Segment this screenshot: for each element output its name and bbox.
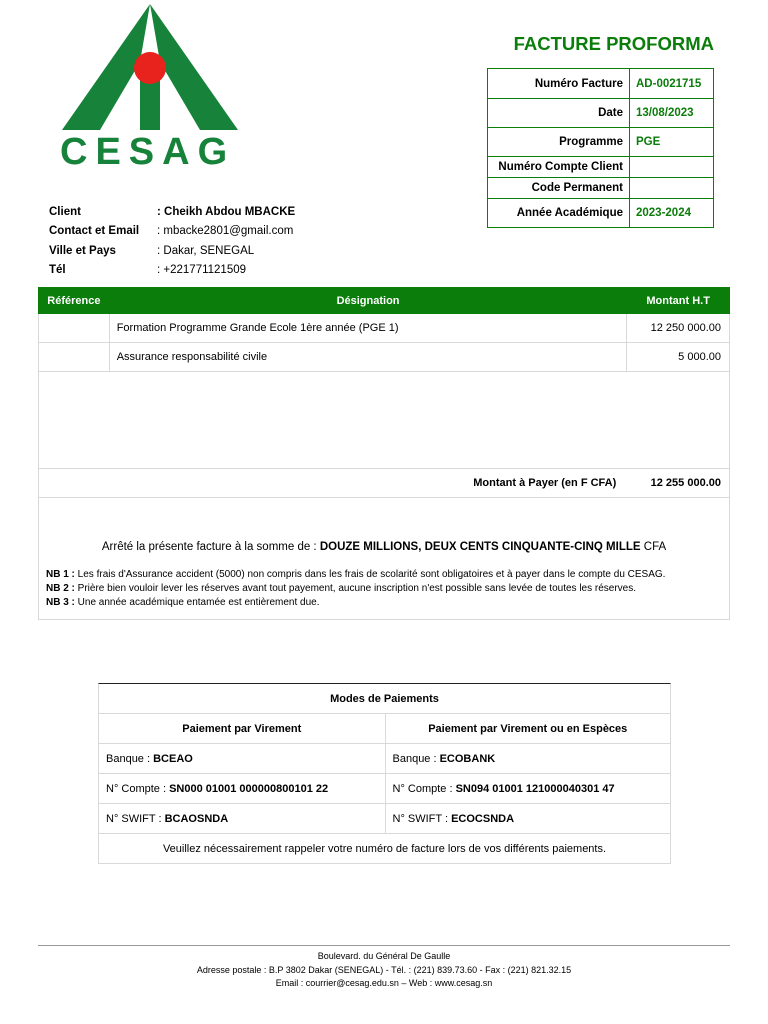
- invoice-date: 13/08/2023: [630, 99, 714, 128]
- col1-account: [99, 774, 385, 803]
- client-account-number: [630, 157, 714, 178]
- bank-label: Banque :: [106, 752, 154, 765]
- info-row-date: [488, 99, 714, 128]
- footer-postal: Adresse postale : B.P 3802 Dakar (SENEGAL) - Tél. : (221) 839.73.60 - Fax : (221) 821.32.15: [196, 964, 572, 975]
- col1-swift: [99, 804, 385, 833]
- col1-bank: [99, 744, 385, 773]
- swift-value: ECOCSNDA: [451, 812, 515, 825]
- swift-label: N° SWIFT :: [392, 812, 452, 825]
- info-label: Date: [488, 99, 630, 128]
- bank-label: Banque :: [392, 752, 440, 765]
- payment-methods-table: [98, 683, 671, 864]
- total-label: Montant à Payer (en F CFA): [473, 477, 617, 489]
- payment-reminder: Veuillez nécessairement rappeler votre numéro de facture lors de vos différents paiements.: [162, 842, 607, 855]
- info-label: Programme: [488, 128, 630, 157]
- city-label: Ville et Pays: [49, 244, 116, 257]
- permanent-code: [630, 178, 714, 199]
- info-label: Année Académique: [488, 199, 630, 228]
- arrete-suffix: CFA: [640, 541, 667, 553]
- note-label: NB 2 :: [46, 583, 75, 594]
- note-text: Une année académique entamée est entièrement due.: [74, 597, 320, 608]
- client-city: : Dakar, SENEGAL: [157, 244, 255, 257]
- note-text: Les frais d'Assurance accident (5000) non compris dans les frais de scolarité sont obligatoires et à payer dans le compte du CESAG.: [74, 569, 666, 580]
- logo-center-bar: [140, 76, 160, 130]
- client-email: : mbacke2801@gmail.com: [157, 225, 294, 238]
- col2-account: [385, 774, 671, 803]
- bank-value: BCEAO: [153, 752, 193, 765]
- col1-header: Paiement par Virement: [182, 722, 302, 735]
- note-1: [46, 568, 665, 582]
- bank-value: ECOBANK: [439, 752, 496, 765]
- note-label: NB 1 :: [46, 569, 75, 580]
- client-info: [49, 202, 295, 280]
- bank-row: [99, 744, 670, 774]
- account-value: SN094 01001 121000040301 47: [455, 782, 615, 795]
- amount-in-words: [39, 541, 729, 553]
- client-phone: : +221771121509: [157, 264, 247, 277]
- table-row: [38, 343, 730, 372]
- header-amount: Montant H.T: [646, 294, 710, 307]
- payment-title-row: [99, 684, 670, 714]
- logo-red-circle: [134, 52, 166, 84]
- payment-title: Modes de Paiements: [330, 692, 439, 705]
- item-reference: [39, 343, 110, 371]
- col2-header: Paiement par Virement ou en Espèces: [385, 714, 671, 743]
- academic-year: 2023-2024: [630, 199, 714, 228]
- swift-label: N° SWIFT :: [106, 812, 165, 825]
- item-designation: Assurance responsabilité civile: [110, 343, 628, 371]
- total-amount: 12 255 000.00: [650, 477, 721, 489]
- info-row-academic-year: [488, 199, 714, 228]
- footer-divider: [38, 945, 730, 946]
- info-row-program: [488, 128, 714, 157]
- account-value: SN000 01001 000000800101 22: [169, 782, 329, 795]
- arrete-amount-words: DOUZE MILLIONS, DEUX CENTS CINQUANTE-CINQ MILLE: [319, 541, 641, 553]
- invoice-info-table: [487, 68, 714, 228]
- header-reference: Référence: [47, 294, 101, 307]
- info-label: Numéro Facture: [488, 69, 630, 99]
- info-row-account: [488, 157, 714, 178]
- item-reference: [39, 314, 110, 342]
- note-text: Prière bien vouloir lever les réserves avant tout payement, aucune inscription n'est possible sans levée de toutes les réserves.: [74, 583, 636, 594]
- footer: [0, 950, 768, 991]
- arrete-prefix: Arrêté la présente facture à la somme de :: [101, 541, 320, 553]
- header-designation: Désignation: [336, 294, 400, 307]
- note-3: [46, 596, 320, 610]
- invoice-number: AD-0021715: [630, 69, 714, 99]
- swift-value: BCAOSNDA: [164, 812, 229, 825]
- col2-bank: [385, 744, 671, 773]
- page-title: FACTURE PROFORMA: [513, 33, 714, 54]
- item-amount: 12 250 000.00: [650, 322, 721, 334]
- item-amount: 5 000.00: [678, 351, 721, 363]
- note-label: NB 3 :: [46, 597, 75, 608]
- reminder-row: [99, 834, 670, 863]
- info-label: Numéro Compte Client: [488, 157, 630, 178]
- client-label: Client: [49, 205, 81, 218]
- footer-address: Boulevard. du Général De Gaulle: [317, 951, 451, 961]
- program: PGE: [630, 128, 714, 157]
- info-row-permanent-code: [488, 178, 714, 199]
- info-label: Code Permanent: [488, 178, 630, 199]
- items-table: [38, 287, 730, 620]
- total-row: [38, 469, 730, 498]
- table-row: [38, 314, 730, 343]
- account-label: N° Compte :: [106, 782, 170, 795]
- account-row: [99, 774, 670, 804]
- item-designation: Formation Programme Grande Ecole 1ère année (PGE 1): [110, 314, 628, 342]
- footer-contact: Email : courrier@cesag.edu.sn – Web : www.cesag.sn: [275, 978, 493, 988]
- payment-header-row: [99, 714, 670, 744]
- phone-label: Tél: [49, 264, 66, 277]
- col2-swift: [385, 804, 671, 833]
- items-header: [38, 287, 730, 314]
- account-label: N° Compte :: [392, 782, 456, 795]
- notes-section: [38, 498, 730, 620]
- client-name: : Cheikh Abdou MBACKE: [157, 205, 296, 218]
- swift-row: [99, 804, 670, 834]
- email-label: Contact et Email: [49, 225, 140, 238]
- info-row-invoice-number: [488, 69, 714, 99]
- note-2: [46, 582, 636, 596]
- blank-rows: [38, 372, 730, 469]
- logo-text: CESAG: [60, 131, 236, 173]
